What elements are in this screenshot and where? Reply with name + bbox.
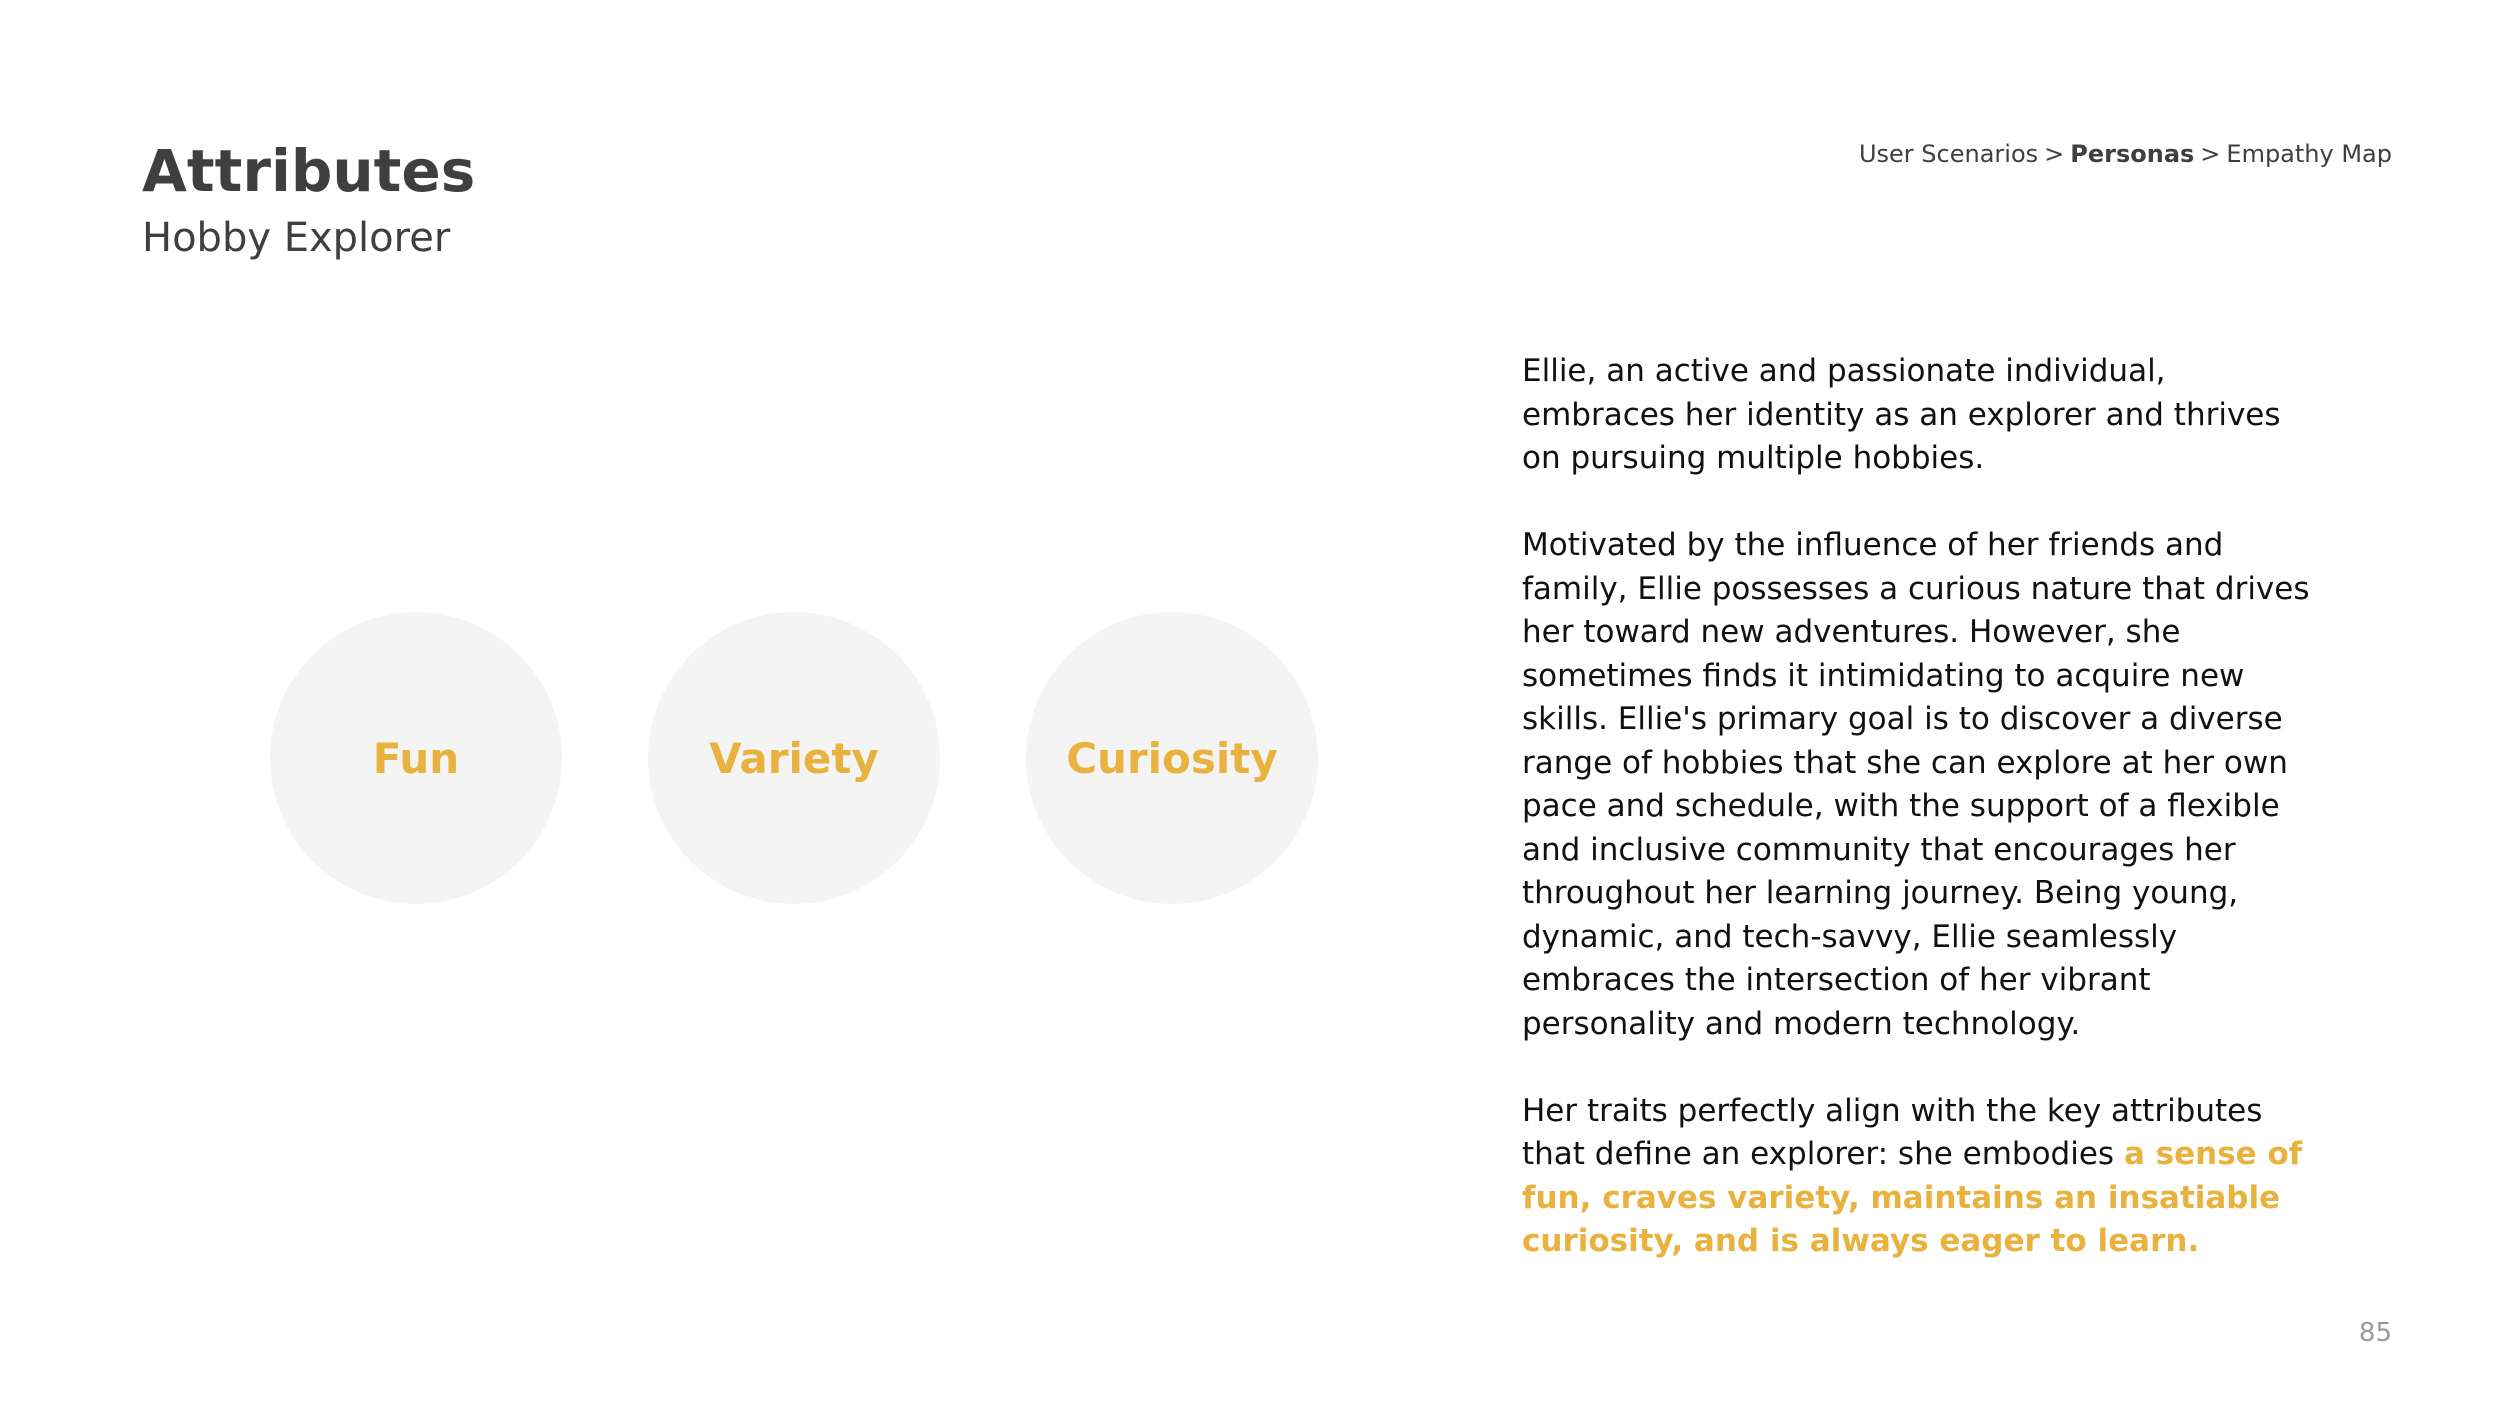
page-title: Attributes: [142, 137, 476, 205]
description-paragraph-3: [1522, 1090, 2322, 1264]
breadcrumb-item-personas[interactable]: Personas: [2070, 140, 2195, 168]
breadcrumb-separator: >: [2044, 140, 2065, 168]
description-highlight: a sense of fun, craves variety, maintains an insatiable curiosity, and is always eager to learn.: [1522, 1136, 2303, 1259]
description-paragraph-1: Ellie, an active and passionate individual, embraces her identity as an explorer and thrives on pursuing multiple hobbies.: [1522, 353, 2281, 476]
attribute-circle-fun: [270, 612, 562, 904]
page-number: 85: [2358, 1318, 2392, 1348]
breadcrumb-item-user-scenarios[interactable]: User Scenarios: [1858, 140, 2039, 168]
attribute-label-curiosity: Curiosity: [1066, 733, 1278, 783]
attribute-label-variety: Variety: [709, 733, 879, 783]
breadcrumb-separator: >: [2200, 140, 2221, 168]
attribute-circle-variety: [648, 612, 940, 904]
attribute-label-fun: Fun: [372, 733, 460, 783]
attribute-circle-curiosity: [1026, 612, 1318, 904]
description-paragraph-3-lead: Her traits perfectly align with the key attributes that define an explorer: she embodies: [1522, 1092, 2263, 1172]
description-paragraph-2: Motivated by the influence of her friends and family, Ellie possesses a curious nature that drives her toward new adventures. However, she sometimes finds it intimidating to acquire new skills. Ellie's primary goal is to discover a diverse range of hobbies that she can explore at her own pace and schedule, with the support of a flexible and inclusive community that encourages her throughout her learning journey. Being young, dynamic, and tech-savvy, Ellie seamlessly embraces the intersection of her vibrant personality and modern technology.: [1522, 527, 2310, 1042]
persona-description: [1522, 350, 2322, 1307]
breadcrumb: [1859, 140, 2392, 168]
attribute-circles: [270, 612, 1322, 904]
page-subtitle: Hobby Explorer: [142, 215, 451, 261]
breadcrumb-item-empathy-map[interactable]: Empathy Map: [2226, 140, 2392, 168]
